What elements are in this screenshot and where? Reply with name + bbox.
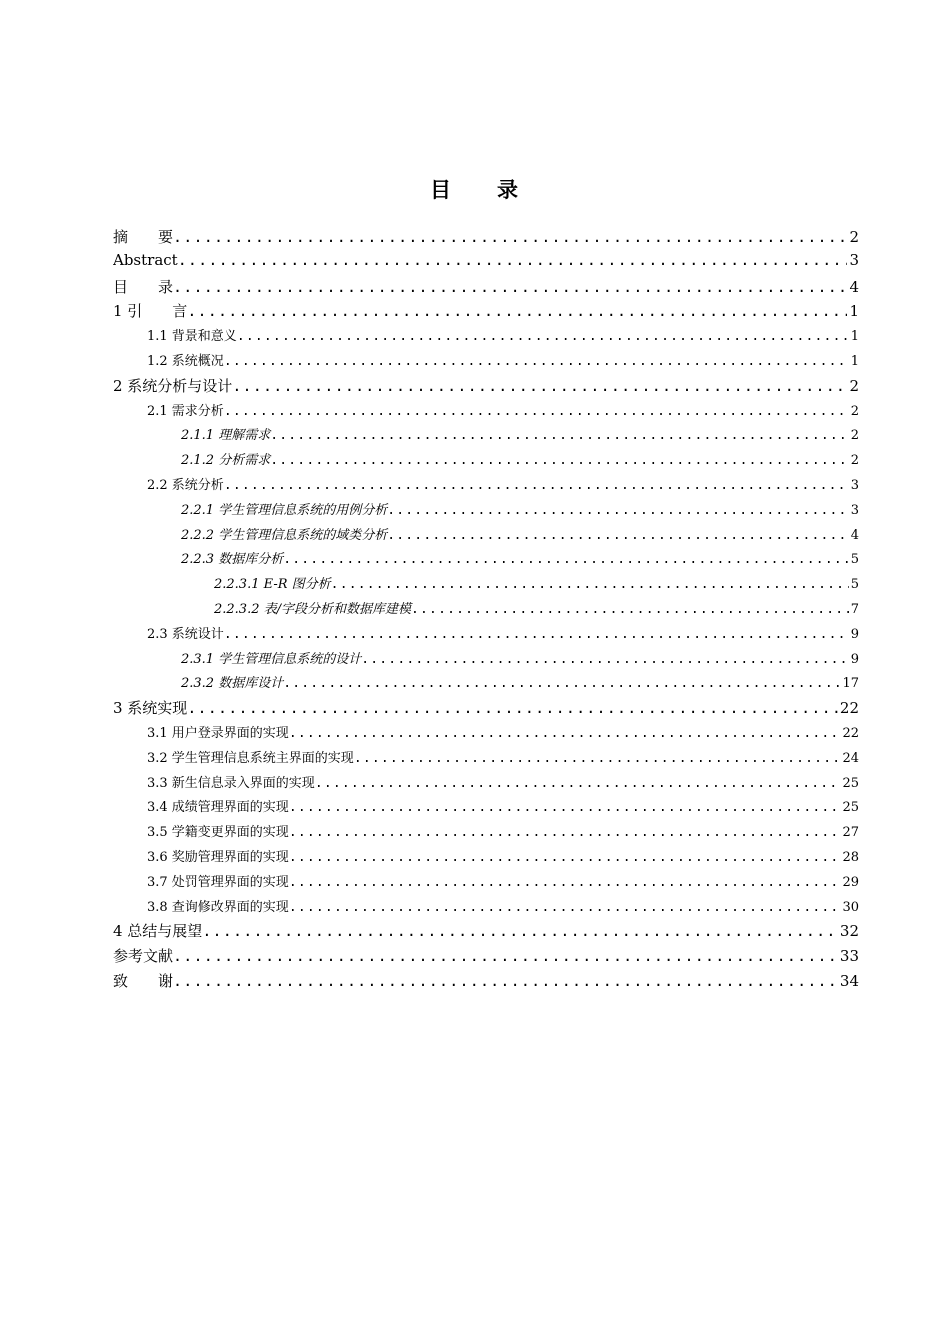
toc-entry[interactable] <box>113 772 859 797</box>
toc-entry-page-number: 3 <box>850 477 859 493</box>
toc-entry[interactable] <box>113 598 859 623</box>
toc-dot-leader <box>224 354 849 369</box>
toc-entry-page-number: 9 <box>850 626 859 642</box>
toc-entry-label: 2.2.3.1 E-R 图分析 <box>214 577 331 593</box>
toc-dot-leader <box>173 972 838 990</box>
toc-entry-page-number: 22 <box>842 725 859 741</box>
toc-dot-leader <box>361 652 849 667</box>
toc-entry-page-number: 7 <box>850 601 859 617</box>
toc-entry-page-number: 3 <box>849 250 859 269</box>
toc-entry-page-number: 30 <box>842 899 859 915</box>
toc-entry[interactable] <box>113 424 859 449</box>
toc-entry-page-number: 17 <box>842 676 859 692</box>
toc-dot-leader <box>289 875 841 890</box>
toc-dot-leader <box>289 726 841 741</box>
toc-entry[interactable] <box>113 821 859 846</box>
toc-entry-page-number: 25 <box>842 775 859 791</box>
toc-dot-leader <box>289 900 841 915</box>
toc-entry[interactable] <box>113 474 859 499</box>
toc-dot-leader <box>283 552 849 567</box>
toc-entry-label: 3.7 处罚管理界面的实现 <box>147 874 289 890</box>
toc-title-char-2: 录 <box>497 178 520 202</box>
toc-entry[interactable] <box>113 871 859 896</box>
toc-dot-leader <box>173 278 847 296</box>
toc-entry[interactable] <box>113 524 859 549</box>
toc-title <box>0 174 950 204</box>
toc-entry-page-number: 22 <box>839 699 859 718</box>
toc-dot-leader <box>232 377 847 395</box>
toc-entry-label: 3.1 用户登录界面的实现 <box>147 725 289 741</box>
toc-entry[interactable] <box>113 796 859 821</box>
toc-entry-page-number: 1 <box>850 329 859 345</box>
toc-entry-label: 2.1.1 理解需求 <box>181 428 271 444</box>
toc-entry-page-number: 27 <box>842 825 859 841</box>
toc-entry-label: 3.2 学生管理信息系统主界面的实现 <box>147 750 354 766</box>
toc-title-char-1: 目 <box>430 178 453 202</box>
toc-entry-label: 2.2.1 学生管理信息系统的用例分析 <box>181 502 388 518</box>
toc-entry-label: 3.6 奖励管理界面的实现 <box>147 849 289 865</box>
toc-dot-leader <box>283 676 840 691</box>
toc-dot-leader <box>387 503 849 518</box>
toc-dot-leader <box>387 528 849 543</box>
toc-entry[interactable] <box>113 251 859 276</box>
toc-entry-label: 2.3.2 数据库设计 <box>181 676 284 692</box>
toc-entry[interactable] <box>113 548 859 573</box>
toc-entry-page-number: 2 <box>849 228 859 246</box>
toc-entry[interactable] <box>113 499 859 524</box>
toc-entry-page-number: 9 <box>850 651 859 667</box>
toc-dot-leader <box>289 850 841 865</box>
toc-entry-label: 2.3.1 学生管理信息系统的设计 <box>181 651 362 667</box>
toc-dot-leader <box>289 800 841 815</box>
toc-entry-page-number: 24 <box>842 750 859 766</box>
toc-entry[interactable] <box>113 896 859 921</box>
toc-entry-label: 摘 要 <box>113 228 174 246</box>
toc-entry-label: 目 录 <box>113 277 174 296</box>
toc-entry-label: 3.3 新生信息录入界面的实现 <box>147 775 315 791</box>
toc-entry[interactable] <box>113 350 859 375</box>
toc-entry-label: 2 系统分析与设计 <box>113 376 233 395</box>
toc-dot-leader <box>224 404 849 419</box>
toc-entry-label: 3 系统实现 <box>113 699 188 718</box>
toc-entry[interactable] <box>113 648 859 673</box>
toc-dot-leader <box>315 776 841 791</box>
toc-dot-leader <box>289 825 841 840</box>
toc-entry-label: 致 谢 <box>113 971 174 990</box>
toc-entry-label: 1.1 背景和意义 <box>147 329 237 345</box>
toc-entry[interactable] <box>113 970 859 995</box>
toc-entry-label: 2.1 需求分析 <box>147 403 224 419</box>
toc-entry-page-number: 2 <box>850 403 859 419</box>
toc-entry-label: 2.1.2 分析需求 <box>181 453 271 469</box>
toc-entry[interactable] <box>113 623 859 648</box>
toc-entry-label: 1 引 言 <box>113 302 188 321</box>
table-of-contents <box>113 226 859 995</box>
toc-entry-page-number: 28 <box>842 849 859 865</box>
toc-entry[interactable] <box>113 325 859 350</box>
toc-entry[interactable] <box>113 747 859 772</box>
toc-dot-leader <box>354 751 841 766</box>
toc-dot-leader <box>187 699 838 717</box>
toc-entry-label: 2.2.2 学生管理信息系统的域类分析 <box>181 527 388 543</box>
toc-entry-label: 2.2.3.2 表/字段分析和数据库建模 <box>214 601 411 617</box>
toc-entry-page-number: 25 <box>842 800 859 816</box>
toc-entry-page-number: 2 <box>850 453 859 469</box>
toc-dot-leader <box>270 428 849 443</box>
toc-entry-label: Abstract <box>113 250 178 269</box>
toc-entry-page-number: 1 <box>850 353 859 369</box>
toc-entry-page-number: 5 <box>850 577 859 593</box>
toc-entry-label: 3.4 成绩管理界面的实现 <box>147 800 289 816</box>
toc-entry-page-number: 33 <box>839 947 859 966</box>
toc-entry[interactable] <box>113 697 859 722</box>
toc-dot-leader <box>173 947 838 965</box>
toc-entry-label: 2.2.3 数据库分析 <box>181 552 284 568</box>
toc-entry-page-number: 29 <box>842 874 859 890</box>
toc-entry[interactable] <box>113 920 859 945</box>
toc-entry-label: 4 总结与展望 <box>113 922 203 941</box>
toc-entry-page-number: 4 <box>850 527 859 543</box>
toc-entry[interactable] <box>113 449 859 474</box>
toc-entry-label: 2.3 系统设计 <box>147 626 224 642</box>
toc-dot-leader <box>173 228 847 246</box>
toc-entry-page-number: 2 <box>849 376 859 395</box>
toc-dot-leader <box>224 478 849 493</box>
toc-dot-leader <box>187 302 847 320</box>
toc-entry[interactable] <box>113 375 859 400</box>
toc-entry[interactable] <box>113 846 859 871</box>
toc-entry-page-number: 1 <box>849 302 859 321</box>
toc-entry-label: 1.2 系统概况 <box>147 353 224 369</box>
toc-entry[interactable] <box>113 226 859 251</box>
toc-entry-page-number: 32 <box>839 922 859 941</box>
toc-entry[interactable] <box>113 722 859 747</box>
toc-entry[interactable] <box>113 276 859 301</box>
toc-entry-label: 参考文献 <box>113 947 174 966</box>
toc-dot-leader <box>270 453 849 468</box>
toc-dot-leader <box>202 922 838 940</box>
toc-dot-leader <box>411 602 849 617</box>
toc-entry[interactable] <box>113 672 859 697</box>
toc-entry-page-number: 3 <box>850 502 859 518</box>
toc-entry-page-number: 5 <box>850 552 859 568</box>
toc-dot-leader <box>331 577 849 592</box>
toc-entry-label: 3.8 查询修改界面的实现 <box>147 899 289 915</box>
toc-entry[interactable] <box>113 945 859 970</box>
toc-entry-page-number: 34 <box>839 971 859 990</box>
toc-entry-label: 2.2 系统分析 <box>147 477 224 493</box>
toc-entry-page-number: 2 <box>850 428 859 444</box>
toc-entry[interactable] <box>113 300 859 325</box>
toc-dot-leader <box>178 251 848 269</box>
toc-entry[interactable] <box>113 573 859 598</box>
toc-entry-page-number: 4 <box>849 277 859 296</box>
toc-entry-label: 3.5 学籍变更界面的实现 <box>147 825 289 841</box>
toc-dot-leader <box>237 329 849 344</box>
toc-entry[interactable] <box>113 400 859 425</box>
toc-dot-leader <box>224 627 849 642</box>
